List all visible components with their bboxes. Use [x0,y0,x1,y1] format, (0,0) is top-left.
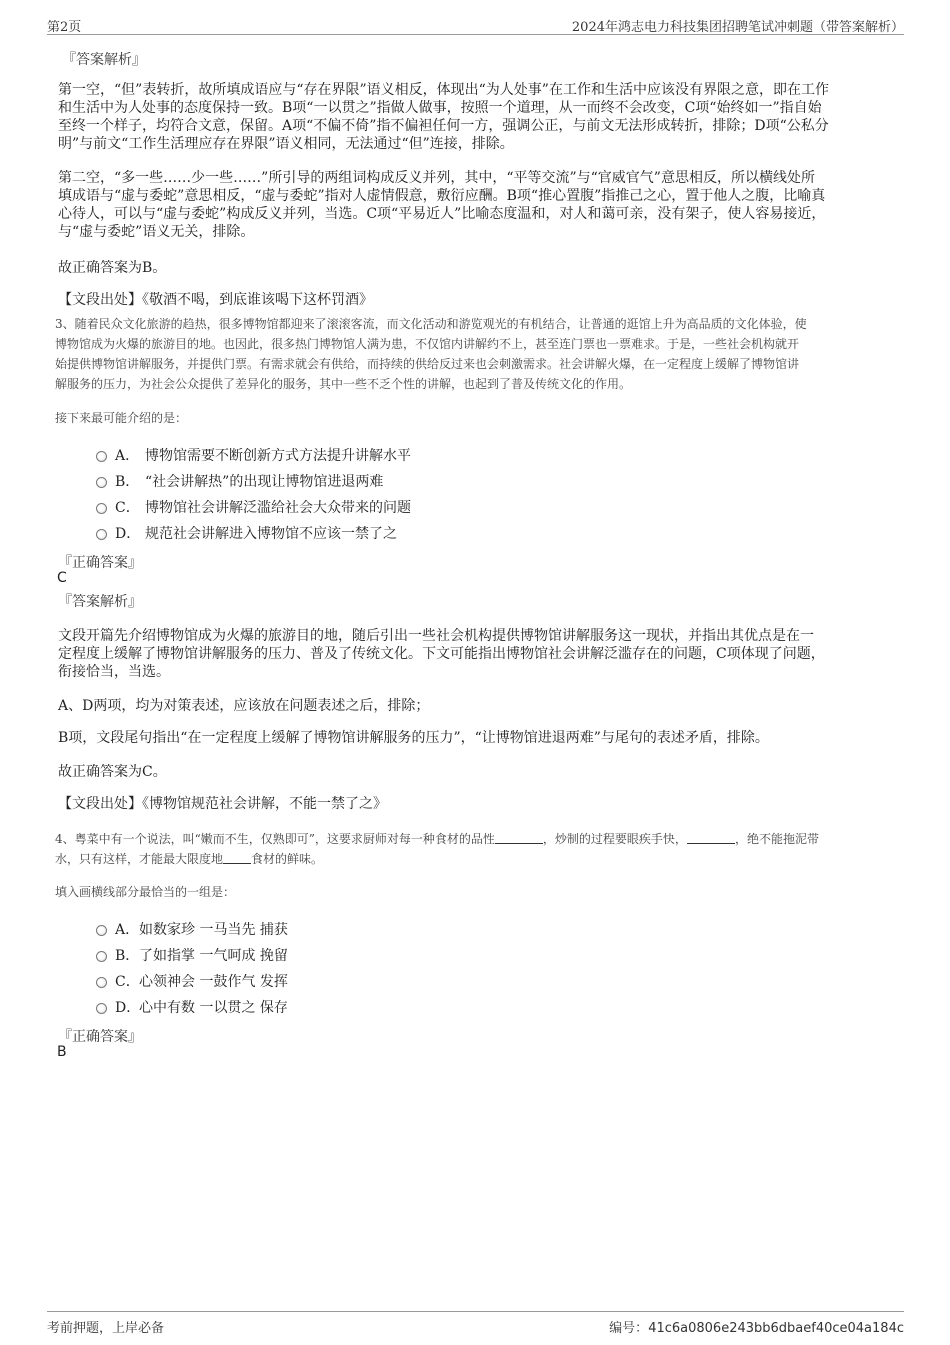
q2-p2-line: 与“虚与委蛇”语义无关，排除。 [58,224,255,240]
q2-p1-line: 至终一个样子，均符合文意，保留。A项“不偏不倚”指不偏袒任何一方，强调公正，与前文无法形成转折，排除；D项“公私分 [58,118,829,134]
fill-blank [687,831,735,844]
q3-stem-line: 3、随着民众文化旅游的趋热，很多博物馆都迎来了滚滚客流，而文化活动和游览观光的有机结合，让普通的逛馆上升为高品质的文化体验，使 [55,317,807,331]
q3-source: 【文段出处】《博物馆规范社会讲解，不能一禁了之》 [58,796,387,812]
q3-a1-line: 文段开篇先介绍博物馆成为火爆的旅游目的地，随后引出一些社会机构提供博物馆讲解服务这一现状，并指出其优点是在一 [58,628,814,644]
radio-icon[interactable] [96,1003,107,1014]
q2-p1-line: 明”与前文“工作生活理应存在界限”语义相同，无法通过“但”连接，排除。 [58,136,514,152]
q2-source: 【文段出处】《敬酒不喝，到底谁该喝下这杯罚酒》 [58,292,373,308]
q4-stem [55,829,900,869]
document-title: 2024年鸿志电力科技集团招聘笔试冲刺题（带答案解析） [571,20,904,35]
radio-icon[interactable] [96,451,107,462]
q4-answer-label: 『正确答案』 [58,1029,142,1045]
radio-icon[interactable] [96,951,107,962]
q4-option-c[interactable]: C．心领神会 一鼓作气 发挥 [96,971,288,991]
q2-conclusion: 故正确答案为B。 [58,260,167,276]
q3-option-d[interactable]: D． 规范社会讲解进入博物馆不应该一禁了之 [96,523,397,543]
q3-a1-line: 衔接恰当，当选。 [58,664,170,680]
q4-stem-line: 4、粤菜中有一个说法，叫“嫩而不生，仅熟即可”，这要求厨师对每一种食材的品性 ，炒制的过程要眼疾手快， ，绝不能拖泥带 [55,832,819,846]
page-header [47,14,904,35]
radio-icon[interactable] [96,925,107,936]
q3-analysis-paragraph-1 [58,627,898,681]
q3-analysis-paragraph-2: A、D两项，均为对策表述，应该放在问题表述之后，排除； [58,698,430,714]
q4-answer: B [57,1044,67,1060]
q3-analysis-label: 『答案解析』 [58,594,142,610]
radio-icon[interactable] [96,529,107,540]
page-footer [47,1311,904,1334]
q2-p1-line: 和生活中为人处事的态度保持一致。B项“一以贯之”指做人做事，按照一个道理，从一而终不会改变，C项“始终如一”指自始 [58,100,822,116]
q3-option-a[interactable]: A． 博物馆需要不断创新方式方法提升讲解水平 [96,445,411,465]
footer-slogan: 考前押题，上岸必备 [47,1321,165,1336]
q3-stem-line: 解服务的压力，为社会公众提供了差异化的服务，其中一些不乏个性的讲解，也起到了普及传统文化的作用。 [55,377,632,391]
q2-p1-line: 第一空，“但”表转折，故所填成语应与“存在界限”语义相反，体现出“为人处事”在工作和生活中应该没有界限之意，即在工作 [58,82,829,98]
q2-analysis-label: 『答案解析』 [62,52,146,68]
q4-option-b[interactable]: B．了如指掌 一气呵成 挽留 [96,945,288,965]
q3-option-b[interactable]: B． “社会讲解热”的出现让博物馆进退两难 [96,471,383,491]
q3-stem-line: 始提供博物馆讲解服务，并提供门票。有需求就会有供给，而持续的供给反过来也会刺激需求。社会讲解火爆，在一定程度上缓解了博物馆讲 [55,357,800,371]
q3-option-c[interactable]: C． 博物馆社会讲解泛滥给社会大众带来的问题 [96,497,411,517]
q2-p2-line: 第二空，“多一些……少一些……”所引导的两组词构成反义并列，其中，“平等交流”与“官威官气”意思相反，所以横线处所 [58,170,815,186]
q3-a1-line: 定程度上缓解了博物馆讲解服务的压力、普及了传统文化。下文可能指出博物馆社会讲解泛滥存在的问题，C项体现了问题， [58,646,825,662]
q3-analysis-paragraph-3: B项，文段尾句指出“在一定程度上缓解了博物馆讲解服务的压力”，“让博物馆进退两难”与尾句的表述矛盾，排除。 [58,730,769,746]
radio-icon[interactable] [96,477,107,488]
footer-code: 编号：41c6a0806e243bb6dbaef40ce04a184c [609,1321,904,1336]
q3-answer-label: 『正确答案』 [58,555,142,571]
q2-analysis-paragraph-2 [58,169,898,241]
q3-stem-line: 博物馆成为火爆的旅游目的地。也因此，很多热门博物馆人满为患，不仅馆内讲解约不上，甚至连门票也一票难求。于是，一些社会机构就开 [55,337,800,351]
fill-blank [223,851,251,864]
q4-stem-line: 水，只有这样，才能最大限度地 食材的鲜味。 [55,852,324,866]
q4-option-a[interactable]: A．如数家珍 一马当先 捕获 [96,919,288,939]
q3-stem [55,314,900,394]
q3-prompt: 接下来最可能介绍的是： [55,411,188,425]
radio-icon[interactable] [96,977,107,988]
q3-answer: C [57,570,67,586]
page-number: 第2页 [47,20,82,35]
q4-prompt: 填入画横线部分最恰当的一组是： [55,885,236,899]
fill-blank [495,831,543,844]
q2-analysis-paragraph-1 [58,81,898,153]
q4-option-d[interactable]: D．心中有数 一以贯之 保存 [96,997,288,1017]
radio-icon[interactable] [96,503,107,514]
q2-p2-line: 心待人，可以与“虚与委蛇”构成反义并列，当选。C项“平易近人”比喻态度温和，对人和蔼可亲，没有架子，使人容易接近， [58,206,826,222]
q3-conclusion: 故正确答案为C。 [58,764,167,780]
q2-p2-line: 填成语与“虚与委蛇”意思相反，“虚与委蛇”指对人虚情假意，敷衍应酬。B项“推心置腹”指推己之心，置于他人之腹，比喻真 [58,188,826,204]
